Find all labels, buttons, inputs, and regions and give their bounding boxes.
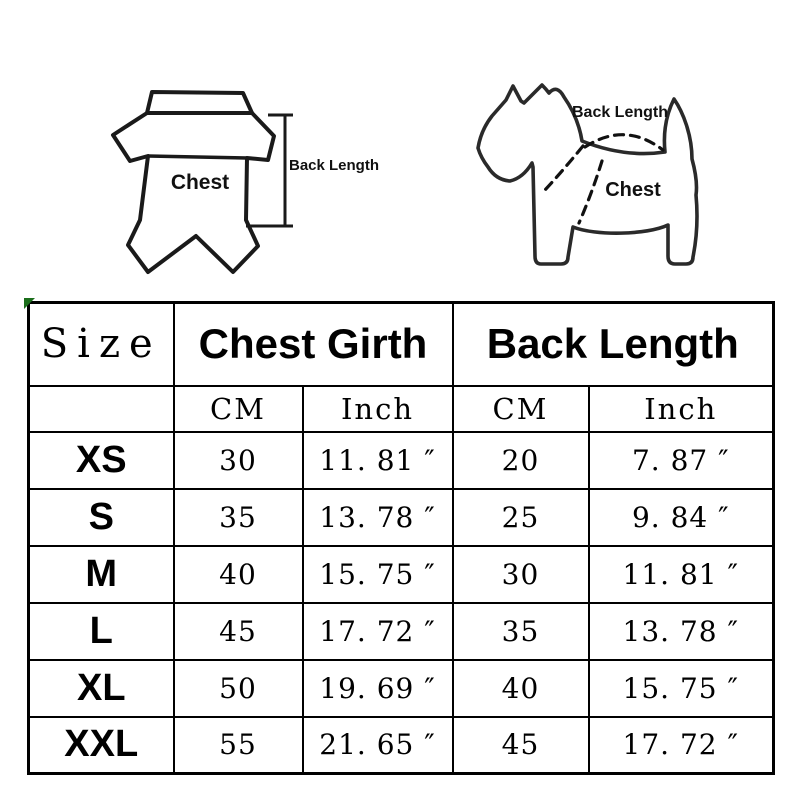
col-header-chest-inch: Inch (303, 386, 453, 432)
table-row (29, 489, 774, 546)
back-cm-value: 30 (453, 546, 589, 603)
back-inch-value: 17. 72 ″ (589, 717, 774, 774)
back-cm-value: 20 (453, 432, 589, 489)
back-inch-value: 7. 87 ″ (589, 432, 774, 489)
size-label: S (29, 489, 174, 546)
back-inch-value: 15. 75 ″ (589, 660, 774, 717)
table-row (29, 432, 774, 489)
size-table-container (27, 301, 775, 775)
size-label: M (29, 546, 174, 603)
table-row (29, 660, 774, 717)
chest-cm-value: 40 (174, 546, 303, 603)
garment-back-length-label: Back Length (288, 157, 380, 174)
col-header-back-length: Back Length (453, 303, 774, 386)
size-label: XS (29, 432, 174, 489)
chest-inch-value: 15. 75 ″ (303, 546, 453, 603)
chest-cm-value: 45 (174, 603, 303, 660)
back-inch-value: 11. 81 ″ (589, 546, 774, 603)
back-cm-value: 40 (453, 660, 589, 717)
dog-back-length-label: Back Length (571, 104, 669, 121)
col-header-back-inch: Inch (589, 386, 774, 432)
chest-cm-value: 50 (174, 660, 303, 717)
chest-inch-value: 21. 65 ″ (303, 717, 453, 774)
garment-chest-label: Chest (170, 171, 230, 194)
garment-seam-line (148, 156, 247, 158)
table-row (29, 717, 774, 774)
back-inch-value: 13. 78 ″ (589, 603, 774, 660)
header-row (29, 303, 774, 386)
col-header-chest-girth: Chest Girth (174, 303, 453, 386)
chest-inch-value: 17. 72 ″ (303, 603, 453, 660)
size-label: XXL (29, 717, 174, 774)
back-inch-value: 9. 84 ″ (589, 489, 774, 546)
chest-inch-value: 11. 81 ″ (303, 432, 453, 489)
table-row (29, 546, 774, 603)
green-corner-marker (24, 298, 35, 309)
dog-neck-dashed-line (544, 146, 583, 191)
size-label: L (29, 603, 174, 660)
chest-inch-value: 13. 78 ″ (303, 489, 453, 546)
col-header-back-cm: CM (453, 386, 589, 432)
chest-cm-value: 55 (174, 717, 303, 774)
size-label: XL (29, 660, 174, 717)
col-header-size: Size (29, 303, 174, 386)
empty-cell (29, 386, 174, 432)
chest-cm-value: 35 (174, 489, 303, 546)
table-row (29, 603, 774, 660)
chest-inch-value: 19. 69 ″ (303, 660, 453, 717)
back-cm-value: 25 (453, 489, 589, 546)
col-header-chest-cm: CM (174, 386, 303, 432)
dog-chest-label: Chest (605, 179, 661, 201)
garment-diagram (75, 55, 395, 287)
subheader-row (29, 386, 774, 432)
back-cm-value: 35 (453, 603, 589, 660)
garment-collar (147, 92, 252, 113)
chest-cm-value: 30 (174, 432, 303, 489)
dog-diagram (450, 55, 790, 285)
back-cm-value: 45 (453, 717, 589, 774)
size-table (27, 301, 775, 775)
dog-chest-girth-dashed-line (579, 161, 602, 223)
